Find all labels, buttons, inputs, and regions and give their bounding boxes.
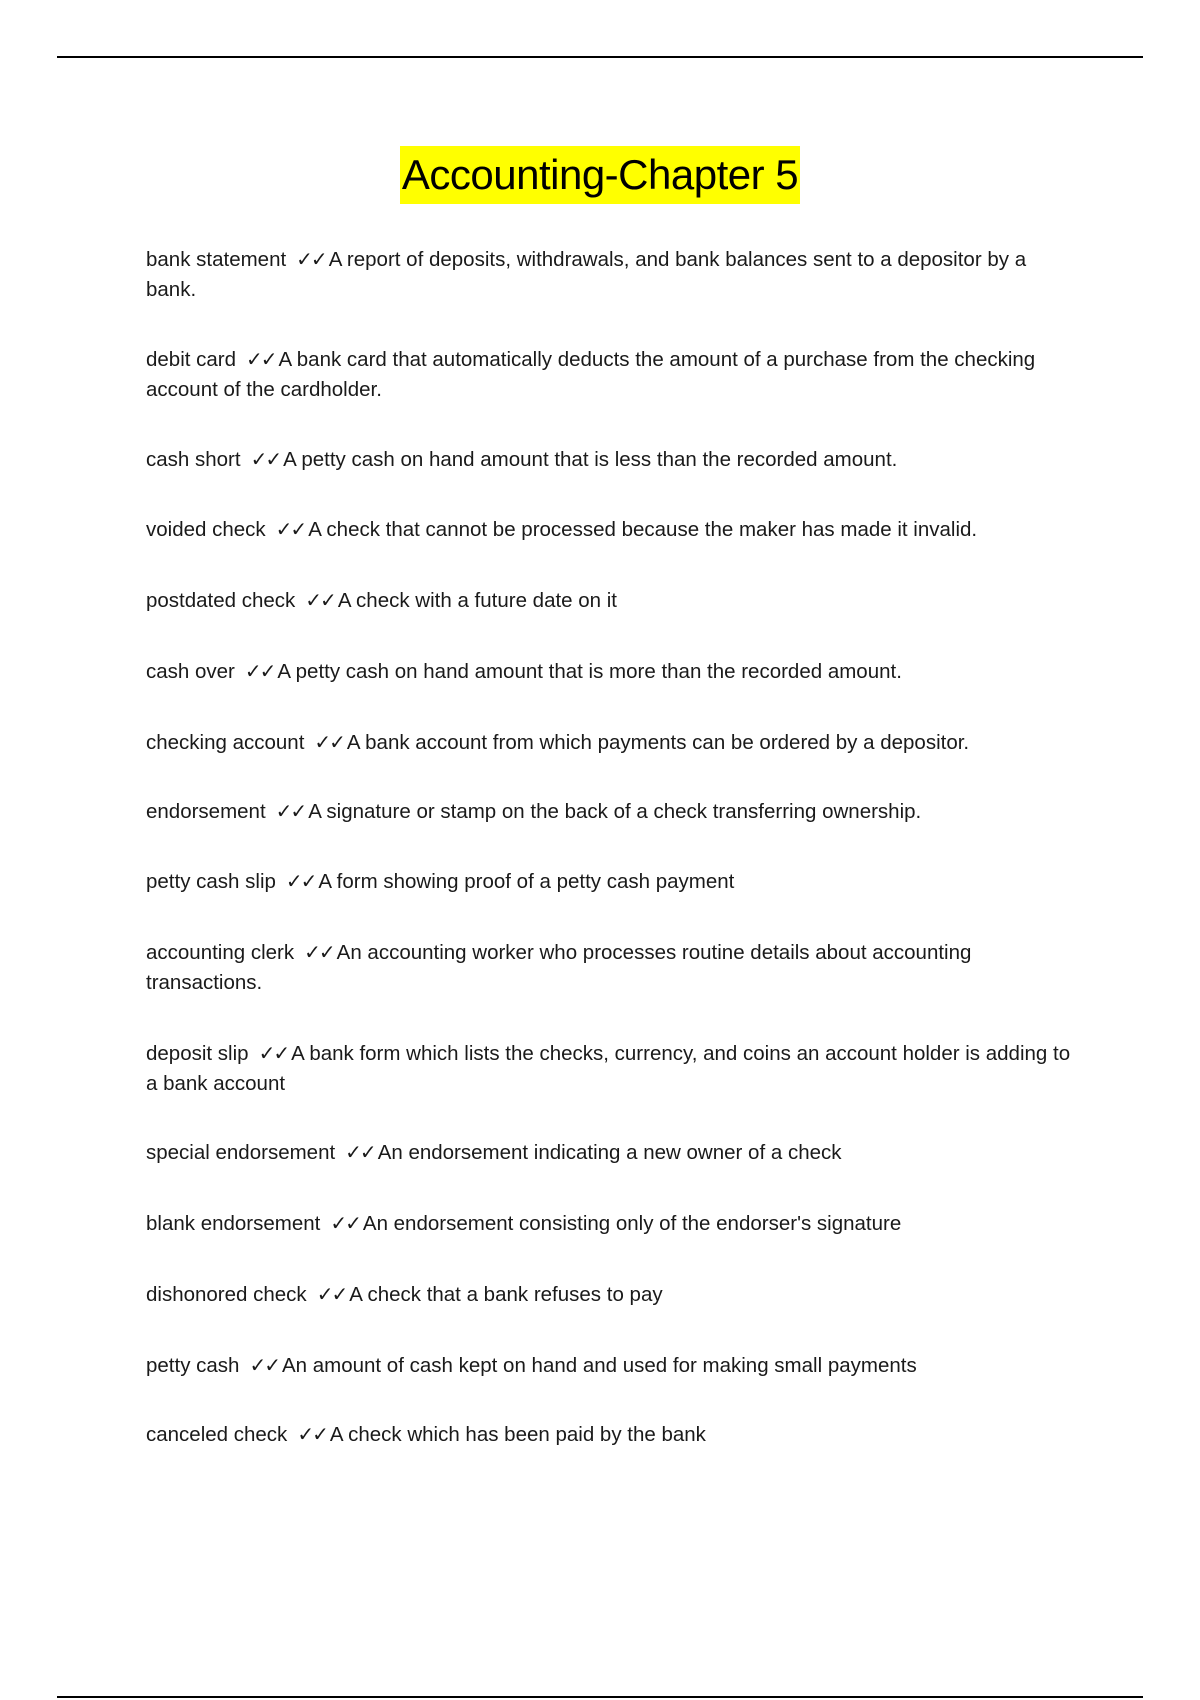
footer-rule [57,1696,1143,1698]
term-entry [146,727,1076,758]
term-definition: A bank form which lists the checks, currency, and coins an account holder is adding to a bank account [146,1042,1071,1095]
term-word: voided check [146,518,266,541]
check-icon: ✓✓ [296,247,326,271]
term-entry [146,937,1076,998]
check-icon: ✓✓ [246,347,276,371]
check-icon: ✓✓ [258,1041,289,1065]
term-entry [146,244,1076,305]
term-word: special endorsement [146,1141,336,1164]
check-icon: ✓✓ [275,799,306,823]
term-word: endorsement [146,800,266,823]
term-definition: A check that a bank refuses to pay [349,1283,663,1306]
term-entry [146,866,1076,897]
check-icon: ✓✓ [305,588,335,612]
check-icon: ✓✓ [244,659,275,683]
check-icon: ✓✓ [314,730,344,754]
term-entry [146,1279,1076,1310]
check-icon: ✓✓ [297,1422,327,1446]
term-word: checking account [146,731,305,754]
header-rule [57,56,1143,58]
term-word: blank endorsement [146,1212,321,1235]
term-definition: A bank account from which payments can be ordered by a depositor. [346,731,970,754]
term-word: petty cash slip [146,870,276,893]
term-entry [146,1038,1076,1099]
check-icon: ✓✓ [285,869,316,893]
term-word: deposit slip [146,1042,249,1065]
term-word: debit card [146,348,237,371]
term-word: cash short [146,448,241,471]
check-icon: ✓✓ [250,447,281,471]
term-word: accounting clerk [146,941,295,964]
term-definition: A check with a future date on it [337,589,618,612]
term-definition: A petty cash on hand amount that is less than the recorded amount. [283,448,898,471]
check-icon: ✓✓ [304,940,334,964]
term-entry [146,796,1076,827]
term-word: bank statement [146,248,287,271]
term-entry [146,344,1046,405]
term-word: petty cash [146,1354,240,1377]
term-entry [146,1208,1076,1239]
page-title: Accounting-Chapter 5 [400,146,800,204]
term-word: canceled check [146,1423,288,1446]
check-icon: ✓✓ [275,517,306,541]
title-container [0,146,1200,204]
check-icon: ✓✓ [249,1353,279,1377]
term-definition: An accounting worker who processes routine details about accounting transactions. [146,941,972,994]
term-entry [146,514,1076,545]
term-word: dishonored check [146,1283,307,1306]
term-entry [146,444,1076,475]
term-word: postdated check [146,589,296,612]
term-definition: A petty cash on hand amount that is more than the recorded amount. [277,660,902,683]
term-definition: A check that cannot be processed because the maker has made it invalid. [308,518,978,541]
term-entry [146,656,1076,687]
check-icon: ✓✓ [330,1211,360,1235]
term-entry [146,1350,1076,1381]
term-definition: A report of deposits, withdrawals, and bank balances sent to a depositor by a bank. [146,248,1027,301]
term-definition: A check which has been paid by the bank [329,1423,706,1446]
term-definition: A signature or stamp on the back of a check transferring ownership. [308,800,922,823]
term-word: cash over [146,660,235,683]
term-definition: An endorsement consisting only of the endorser's signature [362,1212,902,1235]
term-definition: A bank card that automatically deducts the amount of a purchase from the checking account of the cardholder. [146,348,1036,401]
term-definition: A form showing proof of a petty cash payment [318,870,735,893]
term-entry [146,585,1076,616]
check-icon: ✓✓ [316,1282,347,1306]
term-definition: An endorsement indicating a new owner of a check [377,1141,842,1164]
term-entry [146,1137,1076,1168]
term-entry [146,1419,1076,1450]
check-icon: ✓✓ [345,1140,375,1164]
term-definition: An amount of cash kept on hand and used for making small payments [281,1354,917,1377]
